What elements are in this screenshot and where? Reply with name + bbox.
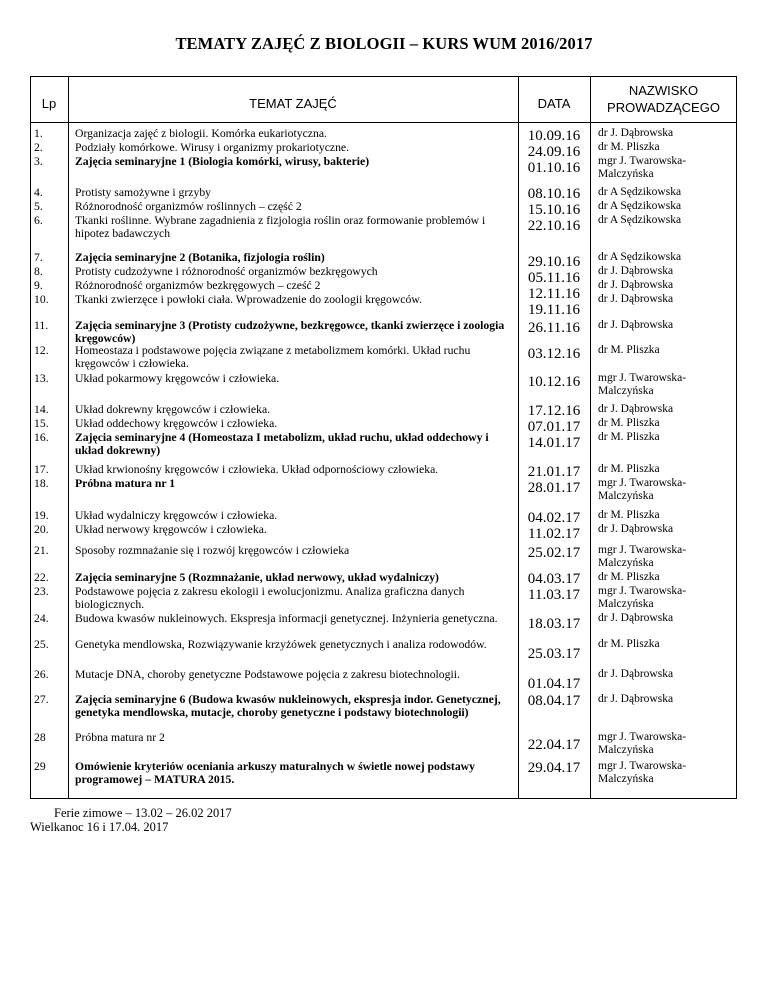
row-number: 10. xyxy=(34,293,49,306)
row-date: 29.10.16 xyxy=(527,254,581,270)
row-topic: Zajęcia seminaryjne 1 (Biologia komórki, wirusy, bakterie) xyxy=(75,155,370,168)
row-teacher: dr M. Pliszka xyxy=(598,463,660,475)
row-teacher: dr J. Dąbrowska xyxy=(598,279,674,291)
row-date: 25.02.17 xyxy=(527,545,581,561)
header-divider xyxy=(30,122,737,123)
row-topic: Tkanki zwierzęce i powłoki ciała. Wprowadzenie do zoologii kręgowców. xyxy=(75,293,422,306)
row-date: 28.01.17 xyxy=(527,480,581,496)
row-number: 6. xyxy=(34,214,43,227)
row-topic: Układ nerwowy kręgowców i człowieka. xyxy=(75,523,267,536)
row-date: 04.02.17 xyxy=(527,510,581,526)
row-topic: Protisty cudzożywne i różnorodność organizmów bezkręgowych xyxy=(75,265,378,278)
row-topic: Układ dokrewny kręgowców i człowieka. xyxy=(75,403,271,416)
row-topic: Zajęcia seminaryjne 3 (Protisty cudzożywne, bezkręgowce, tkanki zwierzęce i zoologia kręgowców) xyxy=(75,319,505,346)
row-number: 12. xyxy=(34,344,49,357)
row-date: 19.11.16 xyxy=(528,302,580,318)
row-topic: Próbna matura nr 2 xyxy=(75,731,165,744)
row-date: 08.10.16 xyxy=(527,186,581,202)
row-topic: Zajęcia seminaryjne 5 (Rozmnażanie, układ nerwowy, układ wydalniczy) xyxy=(75,571,439,584)
row-date: 21.01.17 xyxy=(527,464,581,480)
row-date: 04.03.17 xyxy=(527,571,581,587)
row-teacher: dr J. Dąbrowska xyxy=(598,127,674,139)
row-topic: Sposoby rozmnażanie się i rozwój kręgowców i człowieka xyxy=(75,544,350,557)
row-number: 9. xyxy=(34,279,43,292)
row-date: 10.09.16 xyxy=(527,128,581,144)
row-number: 17. xyxy=(34,463,49,476)
row-date: 10.12.16 xyxy=(527,374,581,390)
row-topic: Podziały komórkowe. Wirusy i organizmy prokariotyczne. xyxy=(75,141,350,154)
row-teacher: mgr J. Twarowska-Malczyńska xyxy=(598,155,687,180)
row-number: 25. xyxy=(34,638,49,651)
row-date: 29.04.17 xyxy=(527,760,581,776)
header-teacher-1: NAZWISKO xyxy=(628,83,699,98)
row-teacher: mgr J. Twarowska-Malczyńska xyxy=(598,477,687,502)
row-number: 13. xyxy=(34,372,49,385)
row-date: 18.03.17 xyxy=(527,616,581,632)
row-date: 05.11.16 xyxy=(528,270,580,286)
row-topic: Układ wydalniczy kręgowców i człowieka. xyxy=(75,509,278,522)
row-teacher: mgr J. Twarowska-Malczyńska xyxy=(598,372,687,397)
row-number: 5. xyxy=(34,200,43,213)
row-teacher: dr M. Pliszka xyxy=(598,431,660,443)
row-date: 08.04.17 xyxy=(527,693,581,709)
row-date: 07.01.17 xyxy=(527,419,581,435)
row-teacher: dr A Sędzikowska xyxy=(598,200,682,212)
row-teacher: dr J. Dąbrowska xyxy=(598,319,674,331)
row-number: 16. xyxy=(34,431,49,444)
row-topic: Organizacja zajęć z biologii. Komórka eukariotyczna. xyxy=(75,127,327,140)
row-teacher: dr J. Dąbrowska xyxy=(598,612,674,624)
row-date: 15.10.16 xyxy=(527,202,581,218)
row-date: 26.11.16 xyxy=(528,320,580,336)
row-teacher: dr M. Pliszka xyxy=(598,638,660,650)
row-topic: Różnorodność organizmów bezkręgowych – cześć 2 xyxy=(75,279,321,292)
row-teacher: dr J. Dąbrowska xyxy=(598,668,674,680)
row-number: 2. xyxy=(34,141,43,154)
row-topic: Genetyka mendlowska, Rozwiązywanie krzyżówek genetycznych i analiza rodowodów. xyxy=(75,638,487,651)
row-topic: Protisty samożywne i grzyby xyxy=(75,186,212,199)
row-date: 12.11.16 xyxy=(528,286,580,302)
row-number: 27. xyxy=(34,693,49,706)
row-date: 01.04.17 xyxy=(527,676,581,692)
row-date: 25.03.17 xyxy=(527,646,581,662)
row-number: 24. xyxy=(34,612,49,625)
row-teacher: dr M. Pliszka xyxy=(598,344,660,356)
row-number: 7. xyxy=(34,251,43,264)
row-topic: Zajęcia seminaryjne 2 (Botanika, fizjologia roślin) xyxy=(75,251,325,264)
row-date: 03.12.16 xyxy=(527,346,581,362)
row-topic: Różnorodność organizmów roślinnych – część 2 xyxy=(75,200,302,213)
row-topic: Zajęcia seminaryjne 6 (Budowa kwasów nukleinowych, ekspresja indor. Genetycznej, genetyka mendlowska, mutacje, choroby genetyczne i podstawy biotechnologii) xyxy=(75,693,501,720)
row-topic: Homeostaza i podstawowe pojęcia związane z metabolizmem komórki. Układ ruchu kręgowców i człowieka. xyxy=(75,344,471,371)
column-divider xyxy=(518,76,519,799)
row-date: 11.03.17 xyxy=(528,587,580,603)
row-number: 8. xyxy=(34,265,43,278)
row-teacher: dr J. Dąbrowska xyxy=(598,693,674,705)
row-number: 4. xyxy=(34,186,43,199)
row-topic: Mutacje DNA, choroby genetyczne Podstawowe pojęcia z zakresu biotechnologii. xyxy=(75,668,460,681)
row-topic: Podstawowe pojęcia z zakresu ekologii i ewolucjonizmu. Analiza graficzna danych biologicznych. xyxy=(75,585,465,612)
row-number: 11. xyxy=(34,319,49,332)
row-date: 22.10.16 xyxy=(527,218,581,234)
row-topic: Tkanki roślinne. Wybrane zagadnienia z fizjologia roślin oraz formowanie problemów i hipotez badawczych xyxy=(75,214,486,241)
row-topic: Układ oddechowy kręgowców i człowieka. xyxy=(75,417,278,430)
header-date: DATA xyxy=(537,96,571,111)
column-divider xyxy=(68,76,69,799)
footer-notes xyxy=(30,806,232,834)
row-teacher: dr M. Pliszka xyxy=(598,509,660,521)
row-teacher: dr J. Dąbrowska xyxy=(598,523,674,535)
row-topic: Omówienie kryteriów oceniania arkuszy maturalnych w świetle nowej podstawy programowej – MATURA 2015. xyxy=(75,760,475,787)
page-title: TEMATY ZAJĘĆ Z BIOLOGII – KURS WUM 2016/2017 xyxy=(175,34,593,53)
row-date: 14.01.17 xyxy=(527,435,581,451)
row-teacher: dr A Sędzikowska xyxy=(598,214,682,226)
row-date: 11.02.17 xyxy=(528,526,580,542)
row-topic: Układ krwionośny kręgowców i człowieka. Układ odpornościowy człowieka. xyxy=(75,463,439,476)
row-number: 14. xyxy=(34,403,49,416)
row-teacher: mgr J. Twarowska-Malczyńska xyxy=(598,544,687,569)
row-number: 20. xyxy=(34,523,49,536)
row-number: 21. xyxy=(34,544,49,557)
row-date: 22.04.17 xyxy=(527,737,581,753)
row-topic: Próbna matura nr 1 xyxy=(75,477,176,490)
row-topic: Budowa kwasów nukleinowych. Ekspresja informacji genetycznej. Inżynieria genetyczna. xyxy=(75,612,498,625)
row-number: 22. xyxy=(34,571,49,584)
row-date: 01.10.16 xyxy=(527,160,581,176)
row-topic: Zajęcia seminaryjne 4 (Homeostaza I metabolizm, układ ruchu, układ oddechowy i układ dokrewny) xyxy=(75,431,489,458)
footer-easter: Wielkanoc 16 i 17.04. 2017 xyxy=(30,820,169,834)
row-teacher: dr M. Pliszka xyxy=(598,571,660,583)
row-teacher: dr A Sędzikowska xyxy=(598,251,682,263)
row-teacher: dr J. Dąbrowska xyxy=(598,265,674,277)
column-divider xyxy=(590,76,591,799)
row-teacher: dr J. Dąbrowska xyxy=(598,403,674,415)
row-number: 1. xyxy=(34,127,43,140)
row-number: 23. xyxy=(34,585,49,598)
row-number: 15. xyxy=(34,417,49,430)
row-topic: Układ pokarmowy kręgowców i człowieka. xyxy=(75,372,280,385)
row-teacher: mgr J. Twarowska-Malczyńska xyxy=(598,731,687,756)
row-number: 18. xyxy=(34,477,49,490)
row-number: 26. xyxy=(34,668,49,681)
row-teacher: dr M. Pliszka xyxy=(598,141,660,153)
row-date: 17.12.16 xyxy=(527,403,581,419)
header-lp: Lp xyxy=(41,96,57,111)
header-topic: TEMAT ZAJĘĆ xyxy=(249,96,337,111)
row-number: 28 xyxy=(34,731,46,744)
row-teacher: mgr J. Twarowska-Malczyńska xyxy=(598,585,687,610)
row-teacher: dr A Sędzikowska xyxy=(598,186,682,198)
footer-winter-break: Ferie zimowe – 13.02 – 26.02 2017 xyxy=(54,806,232,820)
row-number: 3. xyxy=(34,155,43,168)
row-teacher: mgr J. Twarowska-Malczyńska xyxy=(598,760,687,785)
row-number: 29 xyxy=(34,760,46,773)
row-number: 19. xyxy=(34,509,49,522)
row-teacher: dr J. Dąbrowska xyxy=(598,293,674,305)
header-teacher-2: PROWADZĄCEGO xyxy=(607,100,720,115)
row-date: 24.09.16 xyxy=(527,144,581,160)
row-teacher: dr M. Pliszka xyxy=(598,417,660,429)
